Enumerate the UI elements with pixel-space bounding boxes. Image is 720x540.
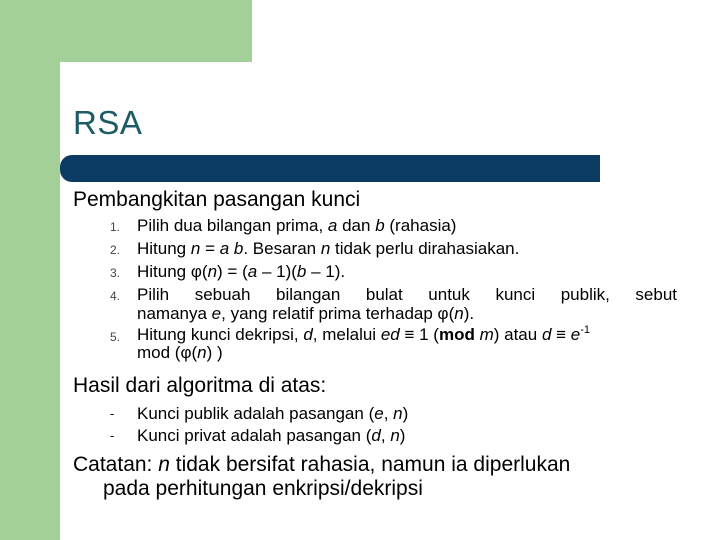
result-public-key <box>110 404 670 424</box>
step-3 <box>110 262 677 282</box>
step-number: 3. <box>110 266 121 280</box>
step-1 <box>110 216 677 236</box>
slide-title: RSA <box>73 104 143 141</box>
step-number: 4. <box>110 289 121 303</box>
title-underline-bar <box>60 155 600 182</box>
step-text: Hitung n = a b. Besaran n tidak perlu dirahasiakan. <box>137 239 520 258</box>
section-heading-results: Hasil dari algoritma di atas: <box>73 374 327 397</box>
step-4 <box>110 285 677 323</box>
note-line2: pada perhitungan enkripsi/dekripsi <box>103 477 423 500</box>
step-number: 1. <box>110 220 121 234</box>
step-number: 5. <box>110 330 121 344</box>
step-text: Hitung φ(n) = (a – 1)(b – 1). <box>137 262 346 281</box>
dash-bullet: - <box>110 406 115 421</box>
step-text: Hitung kunci dekripsi, d, melalui ed ≡ 1 (mod m) atau $d \equiv e^{-1}$ mod (φ(n) ) <box>137 324 591 362</box>
result-text: Kunci privat adalah pasangan (d, n) <box>137 426 406 445</box>
step-2 <box>110 239 677 259</box>
key-generation-steps <box>110 216 677 362</box>
result-private-key <box>110 426 670 446</box>
note-paragraph: Catatan: n tidak bersifat rahasia, namun ia diperlukan pada perhitungan enkripsi/dekripsi <box>73 453 693 501</box>
step-text-line2: namanya e, yang relatif prima terhadap φ(n). <box>137 304 475 323</box>
section-heading-key-generation: Pembangkitan pasangan kunci <box>73 188 361 211</box>
step-5 <box>110 326 677 362</box>
result-text: Kunci publik adalah pasangan (e, n) <box>137 404 409 423</box>
step-text: Pilih dua bilangan prima, a dan b (rahasia) <box>137 216 457 235</box>
step-text-line1: Pilih sebuah bilangan bulat untuk kunci publik, sebut <box>137 285 677 304</box>
results-list <box>110 404 670 446</box>
dash-bullet: - <box>110 428 115 443</box>
step-number: 2. <box>110 243 121 257</box>
